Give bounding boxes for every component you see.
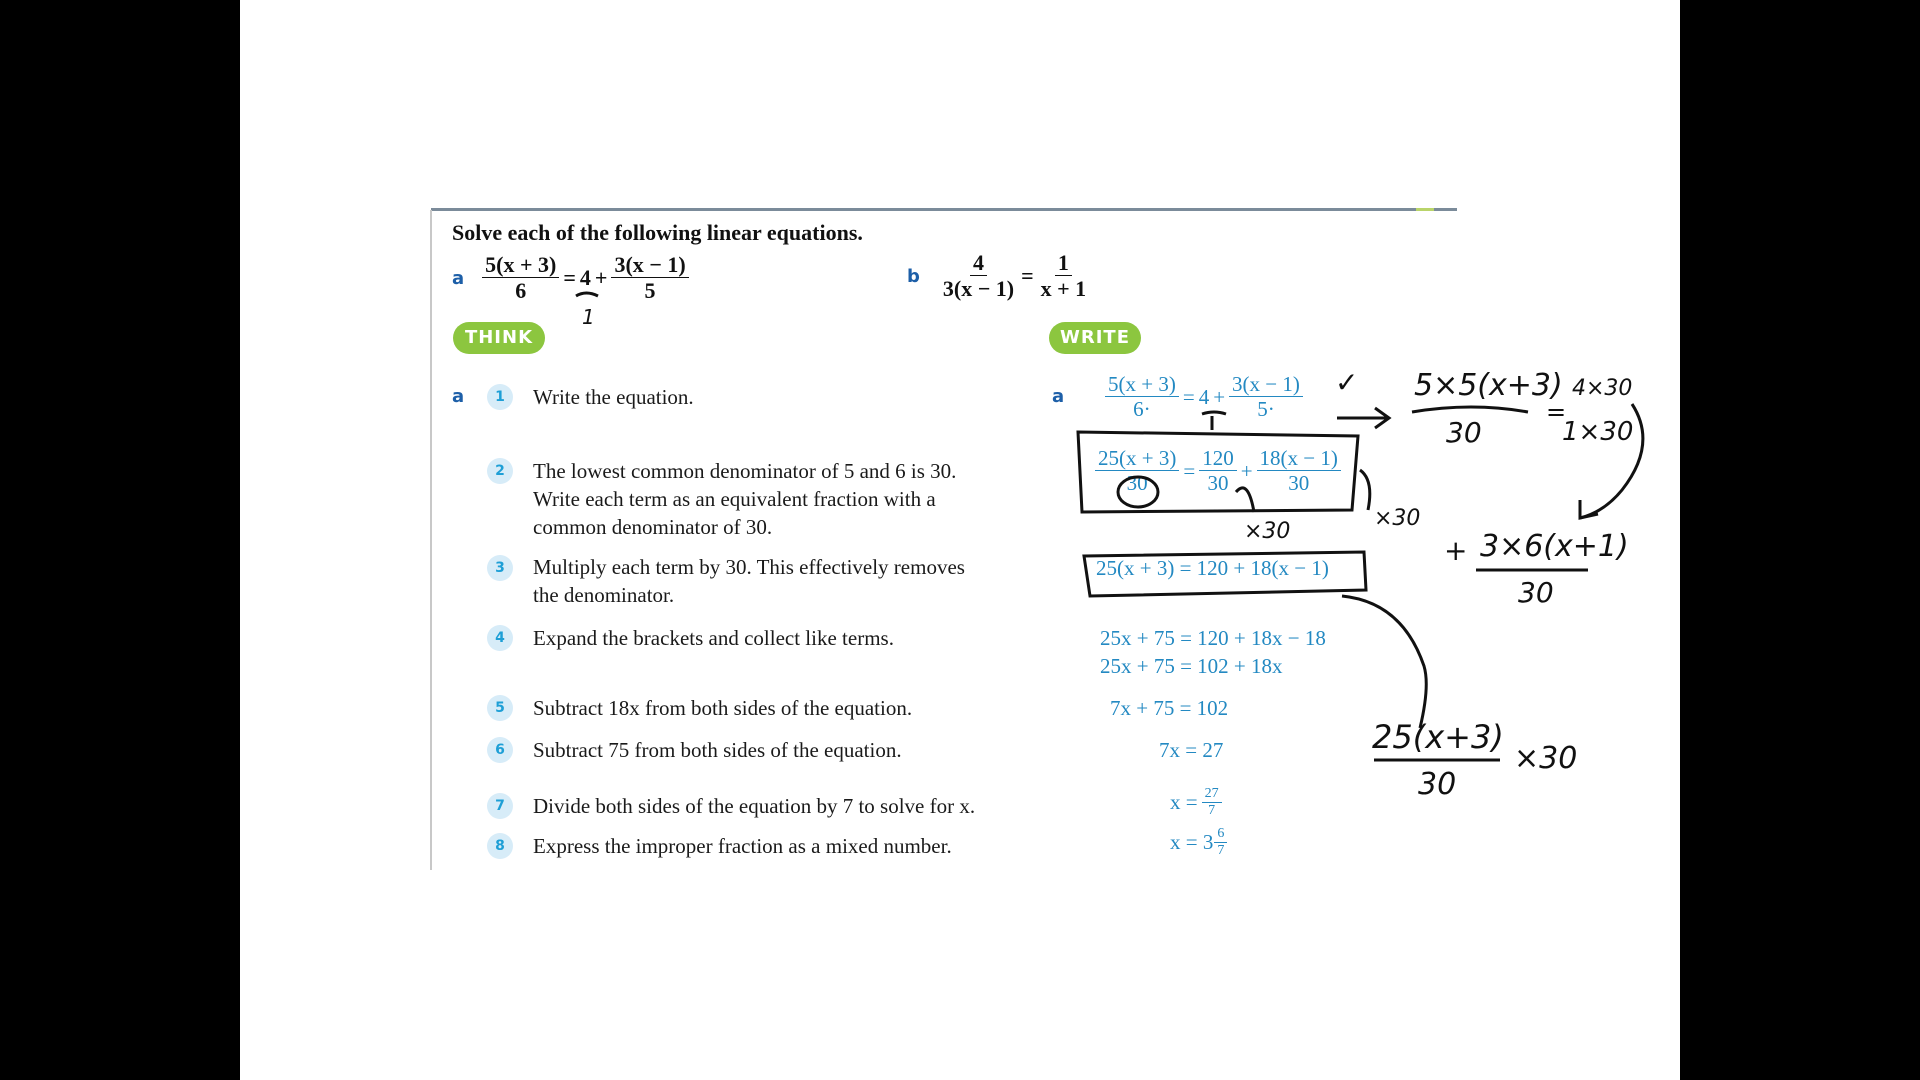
problem-a-rhs-fraction <box>611 252 688 305</box>
lhs: x = 3 <box>1170 830 1214 855</box>
hand-expression: = <box>1546 398 1567 426</box>
step-text-1: Write the equation. <box>533 385 694 409</box>
think-badge: THINK <box>453 322 545 354</box>
step-text-3: Multiply each term by 30. This effectively removes the denominator. <box>533 555 965 607</box>
denominator: 7 <box>1217 843 1225 859</box>
plus-sign: + <box>1240 458 1253 483</box>
think-part-label: a <box>452 386 465 407</box>
step-number-1: 1 <box>487 384 513 410</box>
step-text-6: Subtract 75 from both sides of the equation. <box>533 738 902 762</box>
numerator: 120 <box>1199 446 1237 471</box>
hand-expression: ×30 <box>1514 741 1578 776</box>
fraction <box>1257 446 1341 496</box>
constant-term: 4 <box>579 265 591 291</box>
numerator: 27 <box>1202 786 1222 803</box>
step-text-8: Express the improper fraction as a mixed number. <box>533 834 952 858</box>
write-line-3: 25(x + 3) = 120 + 18(x − 1) <box>1096 556 1329 580</box>
step-number-8: 8 <box>487 833 513 859</box>
lhs: x = <box>1170 790 1198 815</box>
denominator: 5· <box>1257 397 1275 422</box>
check-mark: ✓ <box>1335 366 1359 399</box>
denominator: 30 <box>1126 471 1148 496</box>
equals-sign: = <box>1021 263 1034 289</box>
numerator: 3(x − 1) <box>611 252 688 278</box>
hand-expression: 30 <box>1518 576 1554 609</box>
hand-expression: + <box>1444 534 1468 567</box>
step-number-6: 6 <box>487 737 513 763</box>
fraction <box>1095 446 1179 496</box>
denominator: 30 <box>1207 471 1229 496</box>
problem-a-lhs-fraction <box>482 252 559 305</box>
numerator: 5(x + 3) <box>482 252 559 278</box>
step-text-4: Expand the brackets and collect like terms. <box>533 626 894 650</box>
plus-sign: + <box>1213 384 1226 409</box>
write-line-4b: 25x + 75 = 102 + 18x <box>1100 654 1283 678</box>
write-badge: WRITE <box>1049 322 1141 354</box>
step-number-3: 3 <box>487 555 513 581</box>
write-line-5: 7x + 75 = 102 <box>1110 696 1229 720</box>
plus-sign: + <box>594 265 608 291</box>
step-text-7: Divide both sides of the equation by 7 to solve for x. <box>533 794 976 818</box>
times-30-label: ×30 <box>1244 519 1291 544</box>
equals-sign: = <box>1183 458 1196 483</box>
numerator: 6 <box>1214 826 1227 843</box>
numerator: 4 <box>970 250 987 276</box>
problem-a-label: a <box>452 267 465 289</box>
hand-expression: 30 <box>1418 767 1457 802</box>
numerator: 3(x − 1) <box>1229 372 1303 397</box>
step-number-5: 5 <box>487 695 513 721</box>
fraction <box>1199 446 1237 496</box>
hand-expression: 3×6(x+1) <box>1480 529 1629 564</box>
write-line-6: 7x = 27 <box>1159 738 1224 762</box>
denominator: 5 <box>644 278 656 304</box>
numerator: 18(x − 1) <box>1257 446 1341 471</box>
problem-b-lhs-fraction <box>940 250 1017 303</box>
step-text-5: Subtract 18x from both sides of the equation. <box>533 696 913 720</box>
panel-left-border <box>430 210 432 870</box>
hand-expression: 25(x+3) <box>1372 718 1504 756</box>
hand-expression: 30 <box>1446 416 1482 449</box>
problem-a <box>452 252 689 305</box>
hand-expression: 5×5(x+3) <box>1414 368 1563 403</box>
fraction <box>1214 826 1227 860</box>
equals-sign: = <box>563 265 576 291</box>
hand-expression: 4×30 <box>1572 376 1633 401</box>
denominator: 7 <box>1208 803 1216 819</box>
denominator: 6· <box>1133 397 1151 422</box>
panel-top-border <box>431 208 1457 211</box>
numerator: 5(x + 3) <box>1105 372 1179 397</box>
step-number-2: 2 <box>487 458 513 484</box>
write-line-7 <box>1170 786 1222 820</box>
write-line-2 <box>1095 446 1341 496</box>
denominator: 30 <box>1288 471 1310 496</box>
step-number-4: 4 <box>487 625 513 651</box>
write-line-1 <box>1105 372 1303 422</box>
write-line-8 <box>1170 826 1227 860</box>
fraction <box>1229 372 1303 422</box>
equals-sign: = <box>1182 384 1195 409</box>
fraction <box>1105 372 1179 422</box>
write-line-4a: 25x + 75 = 120 + 18x − 18 <box>1100 626 1326 650</box>
numerator: 25(x + 3) <box>1095 446 1179 471</box>
fraction <box>1202 786 1222 820</box>
problem-b <box>907 250 1089 303</box>
handwritten-one: 1 <box>582 305 595 329</box>
denominator: 3(x − 1) <box>942 276 1015 302</box>
times-30-label: ×30 <box>1374 506 1421 531</box>
border-accent <box>1416 208 1434 211</box>
step-text-2: The lowest common denominator of 5 and 6 is 30. Write each term as an equivalent fraction with a common denominator of 30. <box>533 459 957 539</box>
numerator: 1 <box>1055 250 1072 276</box>
problem-b-rhs-fraction <box>1038 250 1090 303</box>
write-part-label: a <box>1052 386 1065 407</box>
constant-term: 4 <box>1198 384 1210 409</box>
problem-b-label: b <box>907 265 920 287</box>
instruction-heading: Solve each of the following linear equations. <box>452 220 863 245</box>
denominator: x + 1 <box>1040 276 1087 302</box>
denominator: 6 <box>515 278 527 304</box>
hand-expression: 1×30 <box>1562 417 1634 447</box>
step-number-7: 7 <box>487 793 513 819</box>
